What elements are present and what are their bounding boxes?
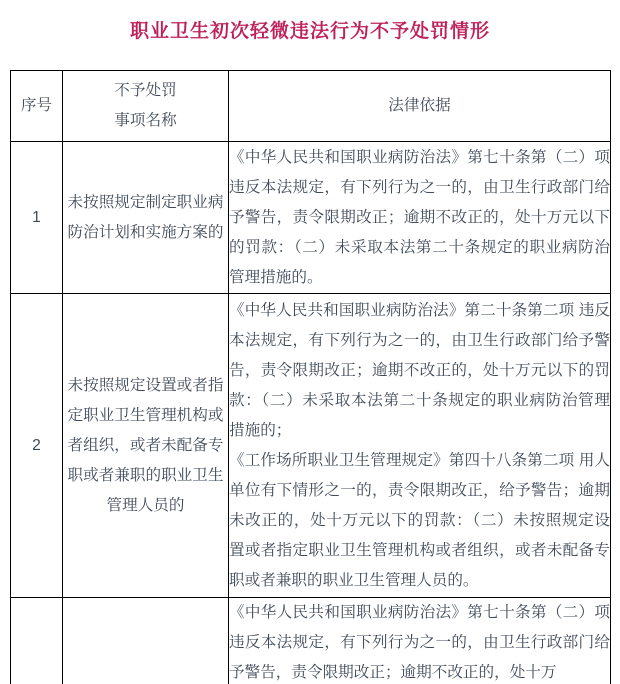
row-1-item-name [63,142,229,294]
paragraph: 《工作场所职业卫生管理规定》第四十八条第二项 用人单位有下情形之一的，责令限期改正，给予警告；逾期未改正的，处十万元以下的罚款：（二）未按照规定设置或者指定职业卫生管理机构或者组织，或者未配备专职或者兼职的职业卫生管理人员的。 [229,451,610,589]
paragraph: 未按照规定制定职业病防治计划和实施方案的 [67,193,224,241]
row-3-serial [11,598,63,684]
row-2-item-name [63,294,229,598]
column-header-legal-basis: 法律依据 [229,71,611,142]
table-row-2 [11,294,611,598]
paragraph: 《中华人民共和国职业病防治法》第七十条第（二）项 违反本法规定，有下列行为之一的，由卫生行政部门给予警告，责令限期改正；逾期不改正的，处十万 [229,604,610,681]
row-3-item-name [63,598,229,684]
row-1-legal-basis [229,142,611,294]
table-row-1 [11,142,611,294]
row-3-legal-basis [229,598,611,684]
column-header-item-name [63,71,229,142]
column-header-serial: 序号 [11,71,63,142]
paragraph: 《中华人民共和国职业病防治法》第七十条第（二）项 违反本法规定，有下列行为之一的，由卫生行政部门给予警告，责令限期改正；逾期不改正的，处十万元以下的罚款：（二）未采取本法第二十条规定的职业病防治管理措施的。 [229,148,610,286]
row-1-serial: 1 [11,142,63,294]
page-title: 职业卫生初次轻微违法行为不予处罚情形 [129,21,490,42]
table-header-row [11,71,611,142]
paragraph: 《中华人民共和国职业病防治法》第二十条第二项 违反本法规定，有下列行为之一的，由卫生行政部门给予警告，责令限期改正；逾期不改正的，处十万元以下的罚款：（二）未采取本法第二十条规定的职业病防治管理措施的； [229,301,610,439]
paragraph: 不予处罚 [114,82,177,99]
paragraph: 事项名称 [114,112,177,129]
table-row-3 [11,598,611,684]
paragraph: 未按照规定设置或者指定职业卫生管理机构或者组织，或者未配备专职或者兼职的职业卫生管理人员的 [67,376,224,514]
row-2-serial: 2 [11,294,63,598]
row-2-legal-basis [229,294,611,598]
regulation-table [10,70,611,684]
